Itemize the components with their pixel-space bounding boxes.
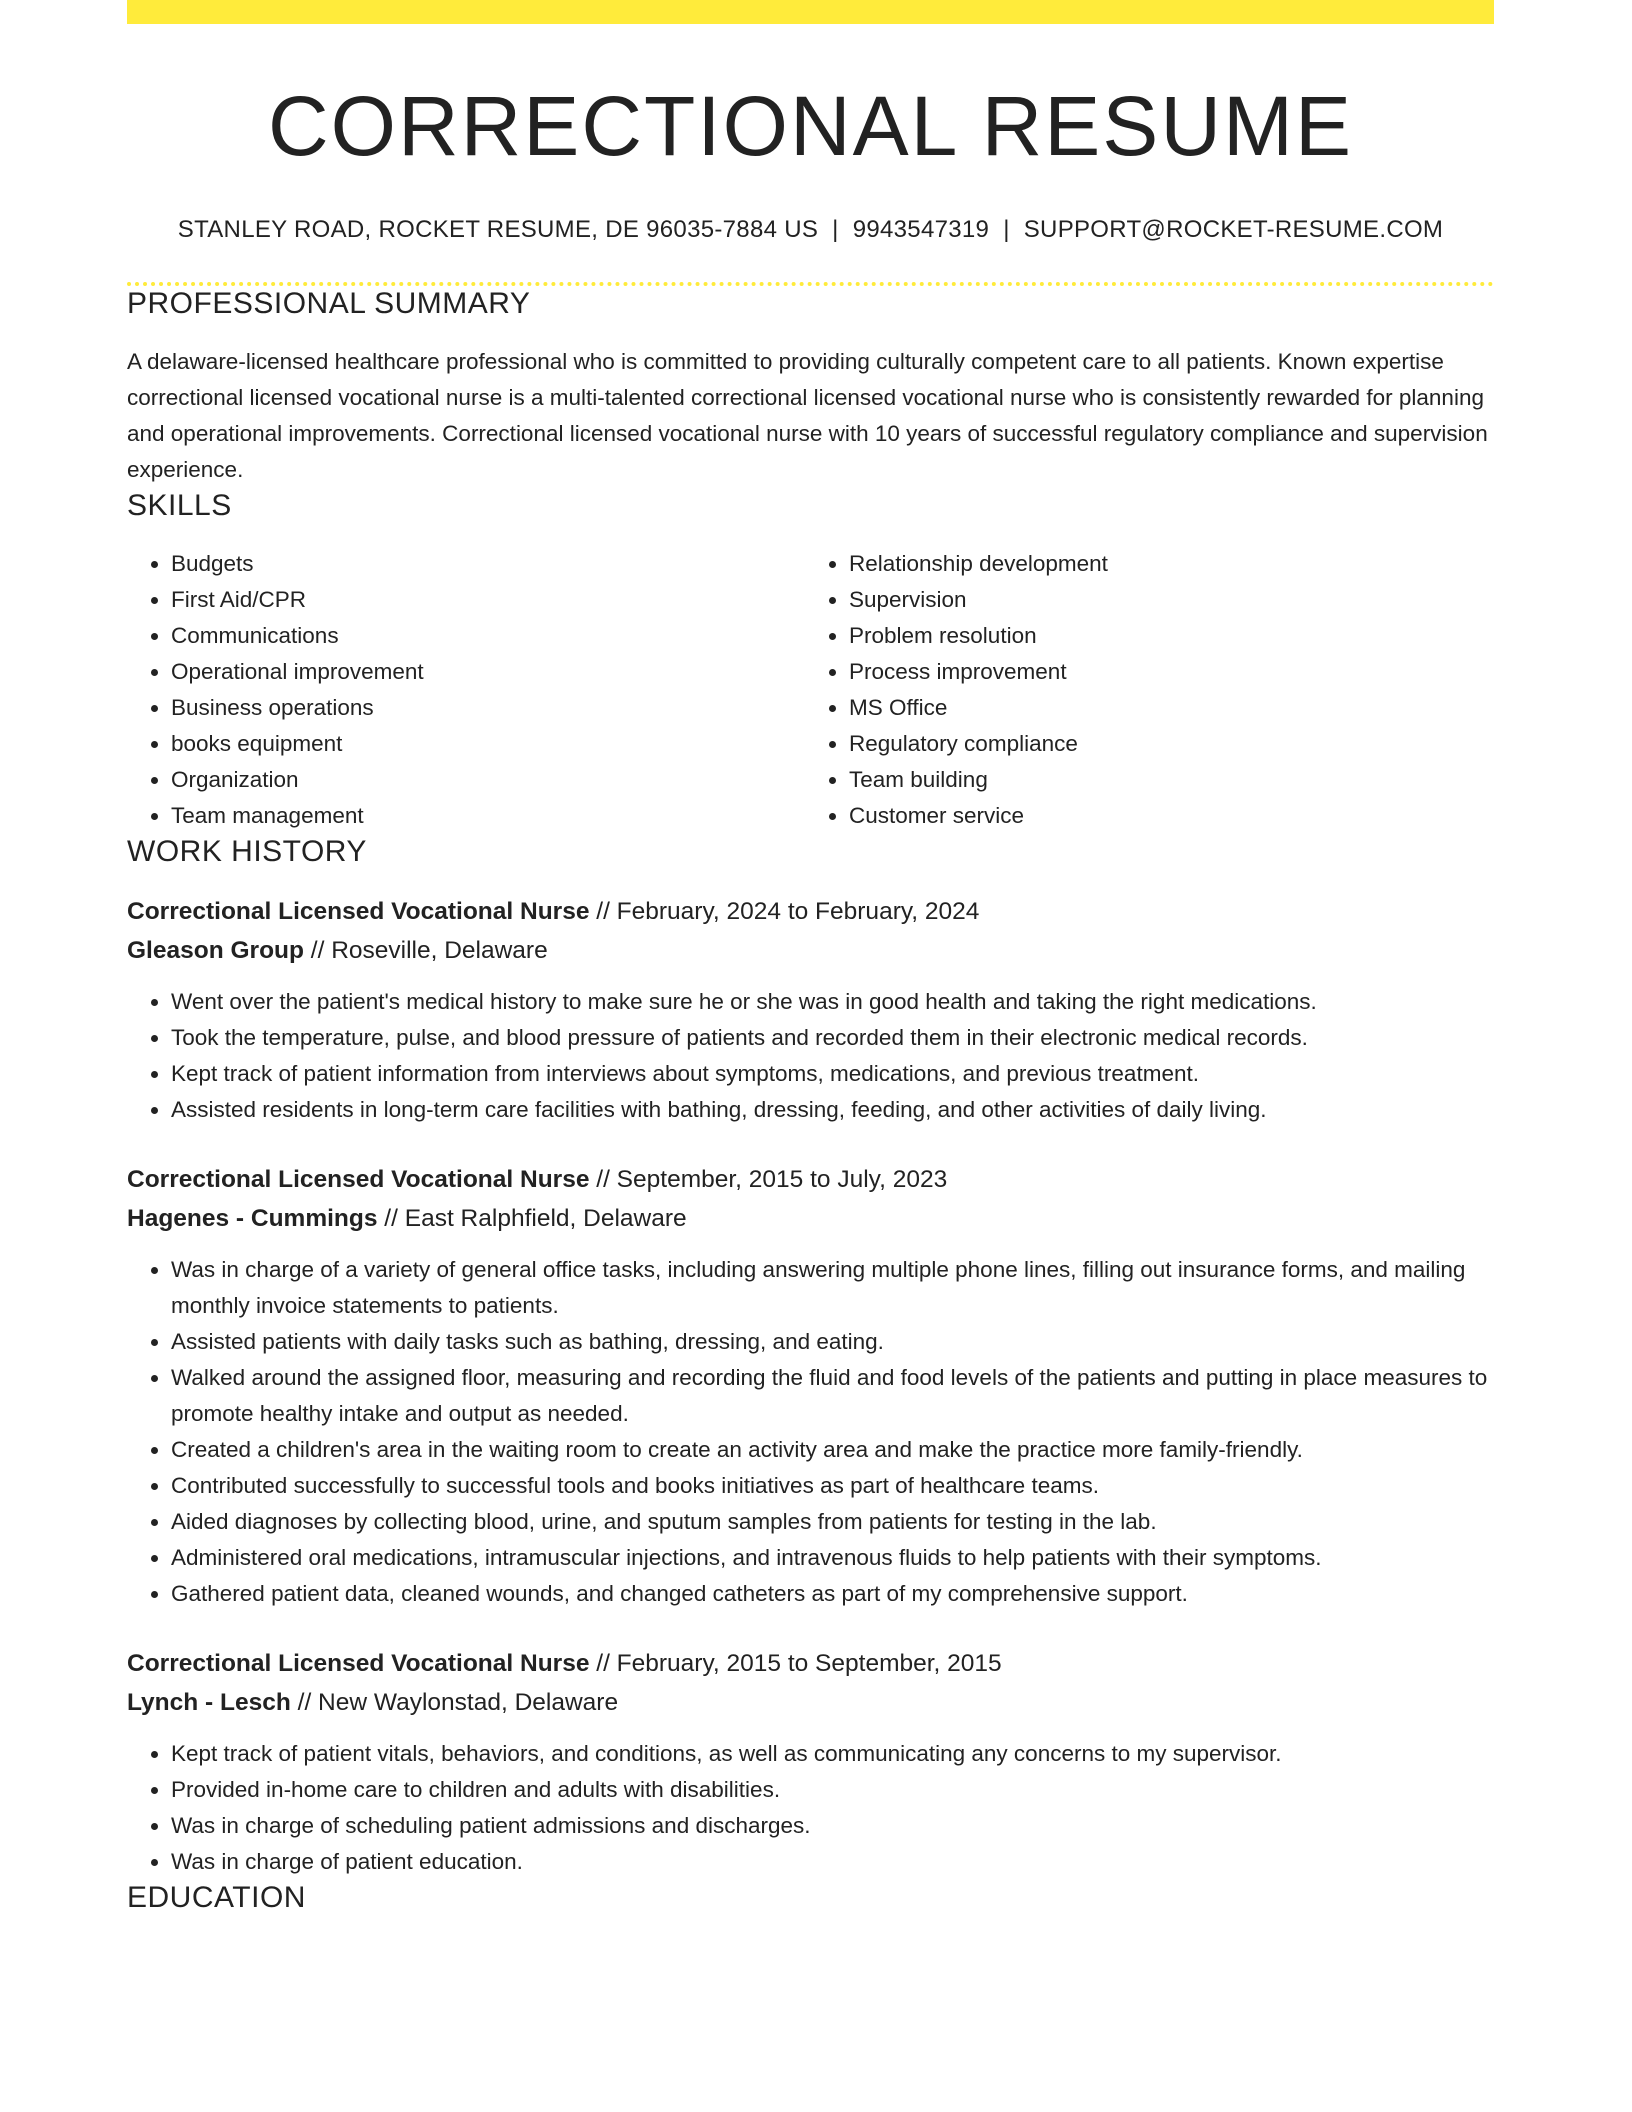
skill-item: • Team building (849, 762, 1479, 798)
resume-page (127, 0, 1494, 1916)
job-bullet: • Aided diagnoses by collecting blood, urine, and sputum samples from patients for testing in the lab. (171, 1504, 1494, 1540)
contact-address: STANLEY ROAD, ROCKET RESUME, DE 96035-7884 US (177, 216, 819, 244)
job-entry (127, 892, 1494, 1128)
job-bullet: • Took the temperature, pulse, and blood pressure of patients and recorded them in their electronic medical records. (171, 1020, 1494, 1056)
job-company-line (127, 931, 1494, 970)
job-bullet: • Assisted patients with daily tasks such as bathing, dressing, and eating. (171, 1324, 1494, 1360)
contact-separator: | (1003, 216, 1010, 244)
job-location: // Roseville, Delaware (303, 937, 548, 965)
work-history-heading: WORK HISTORY (127, 835, 367, 869)
job-title: Correctional Licensed Vocational Nurse (127, 1166, 590, 1194)
skill-item: • MS Office (849, 690, 1479, 726)
skill-item: • Problem resolution (849, 618, 1479, 654)
job-bullets (127, 1736, 1494, 1880)
job-company: Gleason Group (127, 937, 304, 965)
resume-title: CORRECTIONAL RESUME (267, 79, 1353, 173)
skill-item: • Relationship development (849, 546, 1479, 582)
job-bullet: • Administered oral medications, intramuscular injections, and intravenous fluids to help patients with their symptoms. (171, 1540, 1494, 1576)
job-title: Correctional Licensed Vocational Nurse (127, 1650, 590, 1678)
job-entry (127, 1160, 1494, 1612)
job-bullet: • Was in charge of a variety of general office tasks, including answering multiple phone lines, filling out insurance forms, and mailing monthly invoice statements to patients. (171, 1252, 1494, 1324)
job-entry (127, 1644, 1494, 1880)
skill-item: • books equipment (171, 726, 801, 762)
job-bullet: • Assisted residents in long-term care facilities with bathing, dressing, feeding, and other activities of daily living. (171, 1092, 1494, 1128)
top-accent-bar (127, 0, 1494, 24)
job-bullet: • Was in charge of patient education. (171, 1844, 1494, 1880)
contact-line (127, 216, 1494, 244)
skills-heading: SKILLS (127, 489, 232, 523)
job-dates: // September, 2015 to July, 2023 (589, 1166, 948, 1194)
skills-list (127, 546, 1494, 834)
skill-item: • Supervision (849, 582, 1479, 618)
job-company: Hagenes - Cummings (127, 1205, 378, 1233)
job-bullet: • Went over the patient's medical history to make sure he or she was in good health and taking the right medications. (171, 984, 1494, 1020)
skill-item: • Team management (171, 798, 801, 834)
job-bullet: • Was in charge of scheduling patient admissions and discharges. (171, 1808, 1494, 1844)
job-company: Lynch - Lesch (127, 1689, 291, 1717)
job-bullet: • Provided in-home care to children and adults with disabilities. (171, 1772, 1494, 1808)
skill-item: • Business operations (171, 690, 801, 726)
summary-text: A delaware-licensed healthcare professional who is committed to providing culturally competent care to all patients. Known expertise correctional licensed vocational nurse is a multi-talented correctional licensed vocational nurse who is consistently rewarded for planning and operational improvements. Correctional licensed vocational nurse with 10 years of successful regulatory compliance and supervision experience. (127, 349, 1488, 483)
skill-item: • Process improvement (849, 654, 1479, 690)
job-company-line (127, 1199, 1494, 1238)
skill-item: • First Aid/CPR (171, 582, 801, 618)
contact-separator: | (832, 216, 839, 244)
job-bullet: • Gathered patient data, cleaned wounds, and changed catheters as part of my comprehensive support. (171, 1576, 1494, 1612)
job-bullet: • Walked around the assigned floor, measuring and recording the fluid and food levels of the patients and putting in place measures to promote healthy intake and output as needed. (171, 1360, 1494, 1432)
job-bullet: • Kept track of patient vitals, behaviors, and conditions, as well as communicating any concerns to my supervisor. (171, 1736, 1494, 1772)
job-bullet: • Contributed successfully to successful tools and books initiatives as part of healthcare teams. (171, 1468, 1494, 1504)
contact-email: SUPPORT@ROCKET-RESUME.COM (1023, 216, 1444, 244)
skill-item: • Regulatory compliance (849, 726, 1479, 762)
contact-phone: 9943547319 (852, 216, 990, 244)
skills-column-right (801, 546, 1479, 834)
job-bullet: • Kept track of patient information from interviews about symptoms, medications, and previous treatment. (171, 1056, 1494, 1092)
job-dates: // February, 2024 to February, 2024 (589, 898, 980, 926)
skill-item: • Communications (171, 618, 801, 654)
job-bullets (127, 1252, 1494, 1612)
skill-item: • Customer service (849, 798, 1479, 834)
skills-column-left (127, 546, 801, 834)
skill-item: • Budgets (171, 546, 801, 582)
job-location: // East Ralphfield, Delaware (377, 1205, 687, 1233)
skill-item: • Organization (171, 762, 801, 798)
job-bullets (127, 984, 1494, 1128)
summary-heading: PROFESSIONAL SUMMARY (127, 287, 531, 321)
job-title-line (127, 1160, 1494, 1199)
job-title-line (127, 1644, 1494, 1683)
job-dates: // February, 2015 to September, 2015 (589, 1650, 1002, 1678)
job-title: Correctional Licensed Vocational Nurse (127, 898, 590, 926)
job-location: // New Waylonstad, Delaware (290, 1689, 619, 1717)
job-company-line (127, 1683, 1494, 1722)
education-heading: EDUCATION (127, 1881, 306, 1915)
job-title-line (127, 892, 1494, 931)
skill-item: • Operational improvement (171, 654, 801, 690)
job-bullet: • Created a children's area in the waiting room to create an activity area and make the practice more family-friendly. (171, 1432, 1494, 1468)
